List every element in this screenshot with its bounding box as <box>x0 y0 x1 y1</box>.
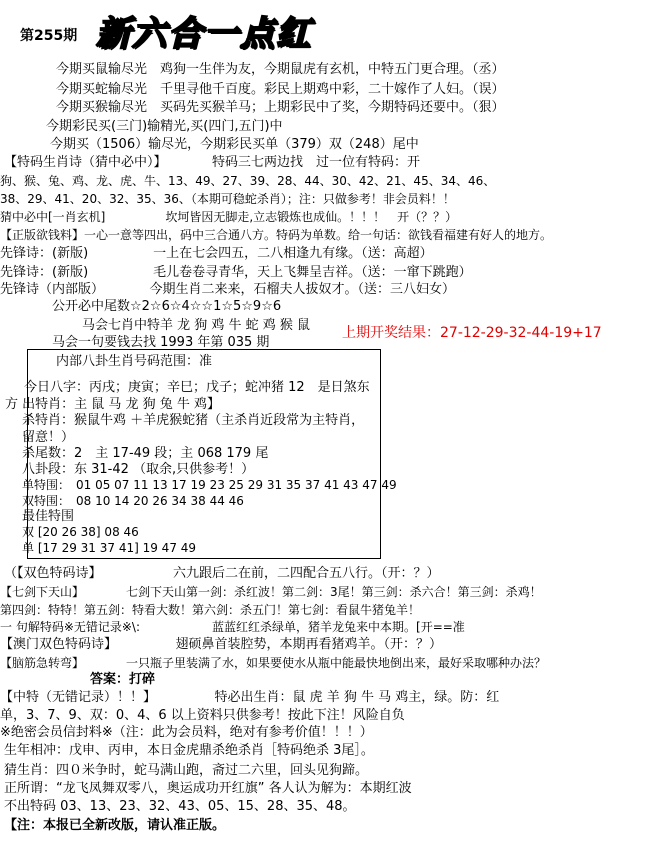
kill-zodiac-line: 杀特肖：猴鼠牛鸡 ＋羊虎猴蛇猪（主杀肖近段常为主特肖， <box>22 413 365 428</box>
tail-tip: 今期买（1506）输尽光，今期彩民买单（379）双（248）尾中 <box>50 137 419 152</box>
pioneer-poem-3: 先锋诗（内部版） 今期生肖二来来，石榴夫人拔奴才。（送：三八妇女） <box>0 282 456 297</box>
last-result-numbers: 27-12-29-32-44-19+17 <box>440 325 602 341</box>
kill-zodiac-note: 留意！） <box>22 430 75 445</box>
brain-teaser-answer: 答案：打碎 <box>90 672 156 687</box>
bagua-segment-line: 八卦段：东 31-42 （取余,只供参考！） <box>22 462 255 477</box>
poem-line-3: 今期买猴输尽光 买码先买猴羊马；上期彩民中了奖，今期特码还要中。（狠） <box>56 100 505 115</box>
odd-range-line: 单特围： 01 05 07 11 13 17 19 23 25 29 31 35 37 41 43 47 49 <box>22 478 397 492</box>
best-range-title: 最佳特围 <box>22 509 75 524</box>
mystery-line: 猜中必中[一肖玄机] 坎坷皆因无脚走,立志锻炼也成仙。！！！ 开（？？） <box>0 210 458 224</box>
poem-line-1: 今期买鼠输尽光 鸡狗一生伴为友，今期鼠虎有玄机，中特五门更合理。（丞） <box>56 62 505 77</box>
guess-zodiac-line: 猜生肖：四０米争时，蛇马满山跑，斋过二六里，回头见狗蹄。 <box>4 763 369 778</box>
year-riddle: 马会一句要钱去找 1993 年第 035 期 <box>52 335 270 350</box>
bagua-title: 内部八卦生肖号码范围：准 <box>56 354 213 369</box>
macau-color-poem: 【澳门双色特码诗】 翅硕鼻首装腔势，本期再看猪鸡羊。（开：？） <box>0 637 443 652</box>
seven-zodiac-line: 马会七肖中特羊 龙 狗 鸡 牛 蛇 鸡 猴 鼠 <box>82 318 311 333</box>
kill-tail-line: 杀尾数：2 主 17-49 段；主 068 179 尾 <box>22 446 269 461</box>
zodiac-poem-header: 【特码生肖诗（猜中必中）】 特码三七两边找 过一位有特码：开 <box>4 155 421 170</box>
last-result <box>342 322 602 342</box>
pioneer-poem-2: 先锋诗：(新版) 毛儿卷卷寻青华，天上飞舞呈吉祥。（送：一窜下跳跑） <box>0 265 472 280</box>
bazi-line-2: 方 出特肖：主 鼠 马 龙 狗 兔 牛 鸡】 <box>5 397 221 412</box>
money-riddle: 【正版欲钱料】一心一意等四出，码中三合通八方。特码为单数。给一句话：欲钱看福建有好人的地方。 <box>0 228 553 242</box>
bazi-line: 今日八字：丙戌；庚寅；辛巳；戊子；蛇冲猪 12 是日煞东 <box>24 380 370 395</box>
even-range-line: 双特围： 08 10 14 20 26 34 38 44 46 <box>22 494 244 508</box>
issue-number: 第255期 <box>20 28 78 44</box>
footer-note: 【注：本报已全新改版，请认准正版。 <box>4 818 226 833</box>
newspaper-logo: 新六合一点红 <box>96 14 312 54</box>
member-secret-line: ※绝密会员信封料※（注：此为会员料，绝对有参考价值！！！） <box>0 725 373 740</box>
year-conflict-line: 生年相冲：戊申、丙申，本日金虎鼎杀绝杀肖［特码绝杀 3尾］。 <box>4 743 374 758</box>
color-poem: （【双色特码诗】 六九跟后二在前，二四配合五八行。（开：？） <box>4 566 440 581</box>
brain-teaser: 【脑筋急转弯】 一只瓶子里装满了水，如果要使水从瓶中能最快地倒出来，最好采取哪种办法？ <box>0 656 547 670</box>
one-sentence-line: 一 句解特码※无错记录※\: 蓝蓝红红杀绿单，猪羊龙兔来中本期。[开==准 <box>0 620 465 634</box>
odd-even-line: 单，3、7、9、双：0、4、6 以上资料只供参考！按此下注！风险自负 <box>0 708 405 723</box>
tail-number-line: 公开必中尾数☆2☆6☆4☆☆1☆5☆9☆6 <box>52 299 282 314</box>
poem-line-2: 今期买蛇输尽光 千里寻他千百度。彩民上期鸡中彩，二十嫁作了人妇。（误） <box>56 82 505 97</box>
seven-swords-1: 【七剑下天山】 七剑下天山第一剑：杀红波！第二剑：3尾！第三剑：杀六合！第三剑：杀鸡！ <box>0 585 542 599</box>
best-odd-line: 单 [17 29 31 37 41] 19 47 49 <box>22 541 197 555</box>
pioneer-poem-1: 先锋诗：(新版) 一上在七会四五，二八相逢九有缘。（送：高超） <box>0 246 433 261</box>
number-list-1: 狗、猴、兔、鸡、龙、虎、牛、13、49、27、39、28、44、30、42、21、45、34、46、 <box>0 174 496 188</box>
door-tip: 今期彩民买(三门)输精光,买(四门,五门)中 <box>46 119 283 134</box>
special-zodiac-line: 【中特（无错记录）！！】 特必出生肖：鼠 虎 羊 狗 牛 马 鸡主，绿。防：红 <box>0 690 500 705</box>
best-even-line: 双 [20 26 38] 08 46 <box>22 525 139 539</box>
last-result-label: 上期开奖结果： <box>342 325 440 341</box>
saying-line: 正所谓：“龙飞凤舞双零八，奥运成功开红旗” 各人认为解为：本期红波 <box>4 781 412 796</box>
excluded-numbers-line: 不出特码 03、13、23、32、43、05、15、28、35、48。 <box>4 799 356 814</box>
seven-swords-2: 第四剑：特特！第五剑：特看大数！第六剑：杀五门！第七剑：看鼠牛猪兔羊！ <box>0 603 421 617</box>
number-list-2: 38、29、41、20、32、35、36、（本期可稳蛇杀肖）；注：只做参考！非会员料！！ <box>0 192 455 206</box>
